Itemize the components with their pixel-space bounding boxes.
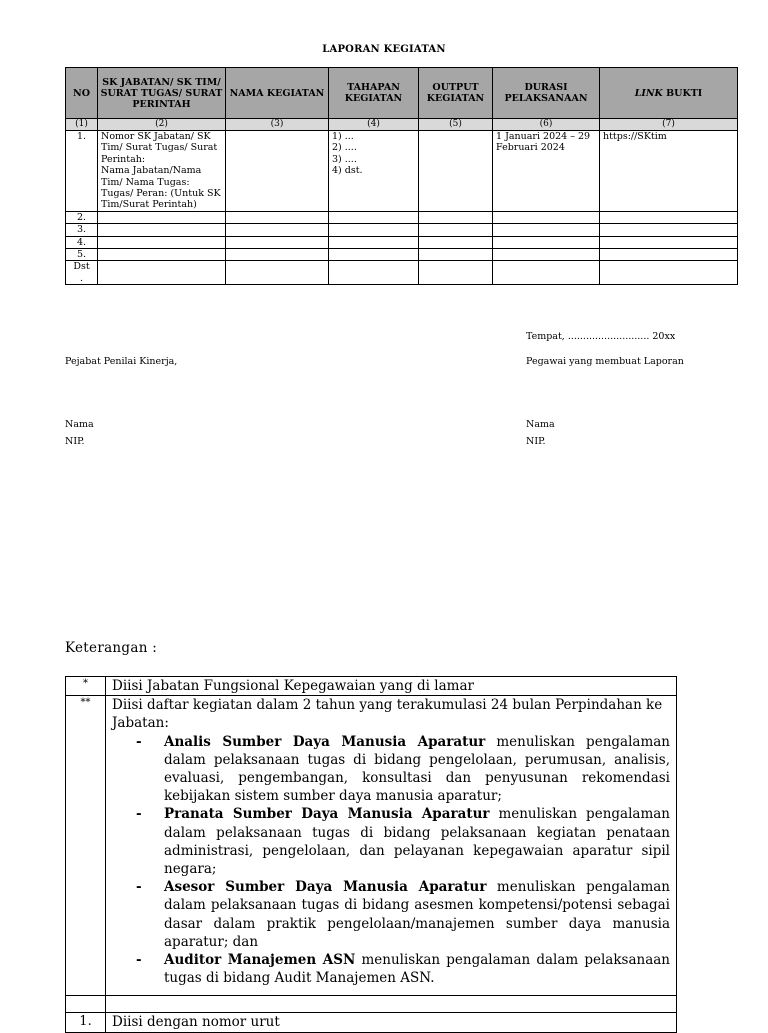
column-number: (5) <box>419 119 493 131</box>
column-number-row <box>66 119 738 131</box>
table-row <box>66 1013 677 1032</box>
column-number: (4) <box>329 119 419 131</box>
row-number: 4. <box>66 236 98 248</box>
header-durasi-pelaksanaan: DURASI PELAKSANAAN <box>493 68 600 119</box>
row-number: 3. <box>66 224 98 236</box>
column-number: (6) <box>493 119 600 131</box>
jabatan-desc: menuliskan pengalaman dalam pelaksanaan tugas di bidang asesmen kompetensi/potensi sebagai dasar dalam praktik pengelolaan/manajemen sumber daya manusia aparatur; dan <box>164 879 670 950</box>
row-mark: ** <box>66 696 106 996</box>
keterangan-intro: Diisi daftar kegiatan dalam 2 tahun yang terakumulasi 24 bulan Perpindahan ke Jabatan: <box>112 697 663 732</box>
header-link-italic: LINK <box>634 87 663 99</box>
table-row <box>66 261 738 285</box>
keterangan-table <box>65 676 677 1033</box>
right-name-label: Nama <box>526 419 555 430</box>
list-item <box>136 878 670 951</box>
dash-bullet: - <box>136 879 142 896</box>
header-link-rest: BUKTI <box>662 87 703 99</box>
header-tahapan-kegiatan: TAHAPAN KEGIATAN <box>329 68 419 119</box>
list-item <box>136 951 670 995</box>
left-nip-label: NIP. <box>65 436 85 447</box>
keterangan-text: Diisi Jabatan Fungsional Kepegawaian yang di lamar <box>106 677 677 696</box>
nama-kegiatan-cell <box>226 131 329 212</box>
left-signer-role: Pejabat Penilai Kinerja, <box>65 356 178 367</box>
output-cell <box>419 131 493 212</box>
tahapan-cell: 1) ... 2) .... 3) .... 4) dst. <box>329 131 419 212</box>
right-signer-role: Pegawai yang membuat Laporan <box>526 356 684 367</box>
table-header-row <box>66 68 738 119</box>
header-nama-kegiatan: NAMA KEGIATAN <box>226 68 329 119</box>
row-number: 1. <box>66 131 98 212</box>
dash-bullet: - <box>136 952 142 969</box>
jabatan-name: Pranata Sumber Daya Manusia Aparatur <box>164 806 490 823</box>
right-nip-label: NIP. <box>526 436 546 447</box>
jabatan-list <box>112 733 670 996</box>
table-row <box>66 131 738 212</box>
header-no: NO <box>66 68 98 119</box>
table-row <box>66 696 677 996</box>
table-row <box>66 249 738 261</box>
column-number: (3) <box>226 119 329 131</box>
table-row <box>66 236 738 248</box>
jabatan-name: Auditor Manajemen ASN <box>164 952 356 969</box>
row-number: 5. <box>66 249 98 261</box>
header-link-bukti <box>600 68 738 119</box>
header-sk: SK JABATAN/ SK TIM/ SURAT TUGAS/ SURAT PERINTAH <box>98 68 226 119</box>
column-number: (7) <box>600 119 738 131</box>
list-item <box>136 805 670 878</box>
table-row <box>66 211 738 223</box>
row-number: 2. <box>66 211 98 223</box>
dash-bullet: - <box>136 733 142 750</box>
list-item <box>136 733 670 806</box>
keterangan-cell <box>106 696 677 996</box>
durasi-cell: 1 Januari 2024 – 29 Februari 2024 <box>493 131 600 212</box>
table-row <box>66 996 677 1013</box>
jabatan-name: Analis Sumber Daya Manusia Aparatur <box>164 733 486 750</box>
jabatan-name: Asesor Sumber Daya Manusia Aparatur <box>164 879 487 896</box>
jabatan-desc: menuliskan pengalaman dalam pelaksanaan tugas di bidang pengelolaan, perumusan, analisis, evaluasi, pengembangan, konsultasi dan penyusunan rekomendasi kebijakan sistem sumber daya manusia aparatur; <box>164 733 670 805</box>
sk-cell: Nomor SK Jabatan/ SK Tim/ Surat Tugas/ Surat Perintah: Nama Jabatan/Nama Tim/ Nama Tugas: Tugas/ Peran: (Untuk SK Tim/Surat Perintah) <box>98 131 226 212</box>
column-number: (1) <box>66 119 98 131</box>
activity-table <box>65 67 738 285</box>
header-output-kegiatan: OUTPUT KEGIATAN <box>419 68 493 119</box>
column-number: (2) <box>98 119 226 131</box>
jabatan-desc: menuliskan pengalaman dalam pelaksanaan tugas di bidang pelaksanaan kegiatan penataan administrasi, pengelolaan, dan pelayanan kepegawaian aparatur sipil negara; <box>164 806 670 878</box>
keterangan-title: Keterangan : <box>65 640 158 656</box>
table-row <box>66 224 738 236</box>
jabatan-desc: menuliskan pengalaman dalam pelaksanaan tugas di bidang Audit Manajemen ASN. <box>164 952 670 987</box>
row-number: Dst . <box>66 261 98 285</box>
left-name-label: Nama <box>65 419 94 430</box>
row-number: 1. <box>66 1013 106 1032</box>
row-mark: * <box>66 677 106 696</box>
link-cell: https://SKtim <box>600 131 738 212</box>
keterangan-text: Diisi dengan nomor urut <box>106 1013 677 1032</box>
dash-bullet: - <box>136 806 142 823</box>
place-date: Tempat, ........................... 20xx <box>526 331 676 342</box>
report-title: LAPORAN KEGIATAN <box>322 44 446 55</box>
table-row <box>66 677 677 696</box>
